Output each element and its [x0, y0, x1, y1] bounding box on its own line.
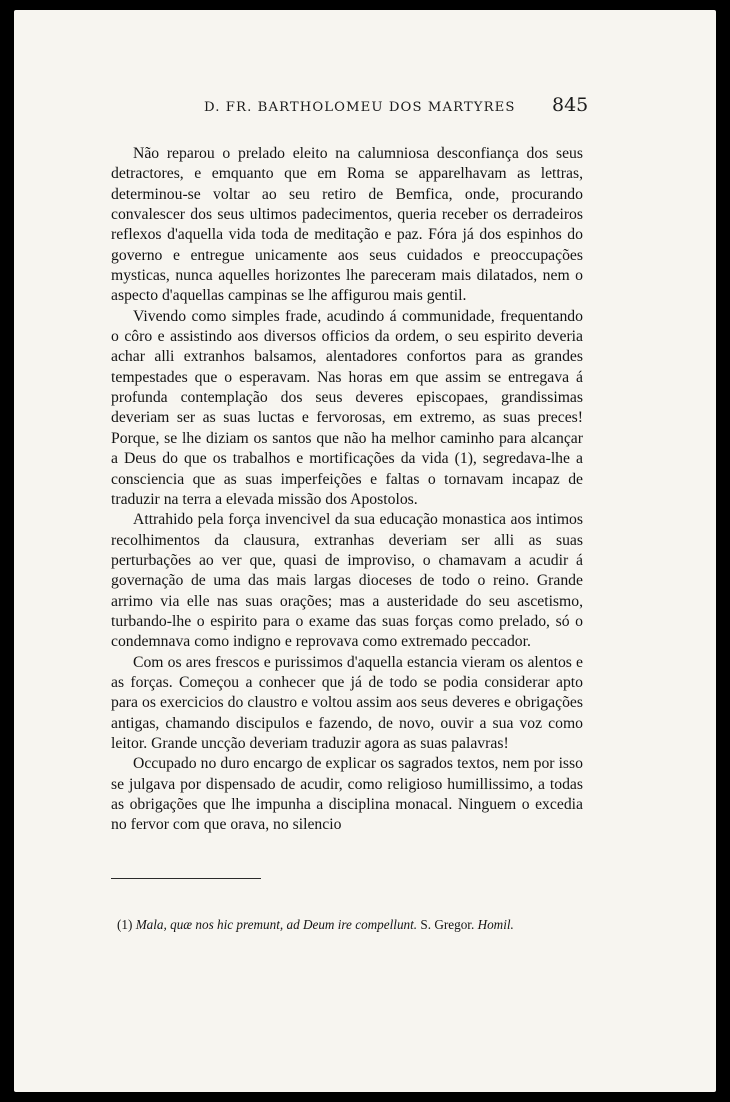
paragraph: Vivendo como simples frade, acudindo á communidade, frequentando o côro e assistindo aos diversos officios da ordem, o seu espirito deveria achar alli extranhos balsamos, alentadores confortos para as grandes tempestades que o esperavam. Nas horas em que assim se entregava á profunda contemplação dos seus deveres episcopaes, grandissimas deveriam ser as suas luctas e fervorosas, em extremo, as suas preces! Porque, se lhe diziam os santos que não ha melhor caminho para alcançar a Deus do que os trabalhos e mortificações da vida (1), segredava-lhe a consciencia que as suas imperfeições e faltas o tornavam incapaz de traduzir na terra a elevada missão dos Apostolos.	[111, 307, 583, 508]
body-text	[111, 144, 583, 836]
footnote-source: S. Gregor.	[420, 917, 475, 932]
running-title: D. FR. BARTHOLOMEU DOS MARTYRES	[204, 100, 516, 115]
paragraph: Com os ares frescos e purissimos d'aquella estancia vieram os alentos e as forças. Começou a conhecer que já de todo se podia considerar apto para os exercicios do claustro e voltou assim aos seus deveres e obrigações antigas, chamando discipulos e fazendo, de novo, ouvir a sua voz como leitor. Grande uncção deveriam traduzir agora as suas palavras!	[111, 653, 583, 752]
paragraph: Occupado no duro encargo de explicar os sagrados textos, nem por isso se julgava por dispensado de acudir, como religioso humillissimo, a todas as obrigações que lhe impunha a disciplina monacal. Ninguem o excedia no fervor com que orava, no silencio	[111, 755, 583, 834]
book-page	[14, 10, 716, 1092]
paragraph: Attrahido pela força invencivel da sua educação monastica aos intimos recolhimentos da clausura, extranhas deveriam ser alli as suas perturbações ao ver que, quasi de improviso, o chamavam a acudir á governação de uma das mais largas dioceses de todo o reino. Grande arrimo via elle nas suas orações; mas a austeridade do seu ascetismo, turbando-lhe o espirito para o exame das suas forças como prelado, só o condemnava como indigno e reprovava como extremado peccador.	[111, 511, 583, 651]
footnote-quote: Mala, quæ nos hic premunt, ad Deum ire compellunt.	[135, 917, 418, 932]
paragraph: Não reparou o prelado eleito na calumniosa desconfiança dos seus detractores, e emquanto que em Roma se apparelhavam as lettras, determinou-se voltar ao seu retiro de Bemfica, onde, procurando convalescer dos seus ultimos padecimentos, queria receber os derradeiros reflexos d'aquella vida toda de meditação e paz. Fóra já dos espinhos do governo e entregue unicamente aos seus cuidados e preoccupações mysticas, nunca aquelles horizontes lhe pareceram mais dilatados, nem o aspecto d'aquellas campinas se lhe affigurou mais gentil.	[111, 145, 583, 305]
footnote	[111, 916, 583, 934]
page-number: 845	[552, 94, 589, 116]
footnote-divider	[111, 878, 261, 879]
footnote-source-work: Homil.	[477, 917, 514, 932]
footnote-marker: (1)	[117, 917, 133, 932]
